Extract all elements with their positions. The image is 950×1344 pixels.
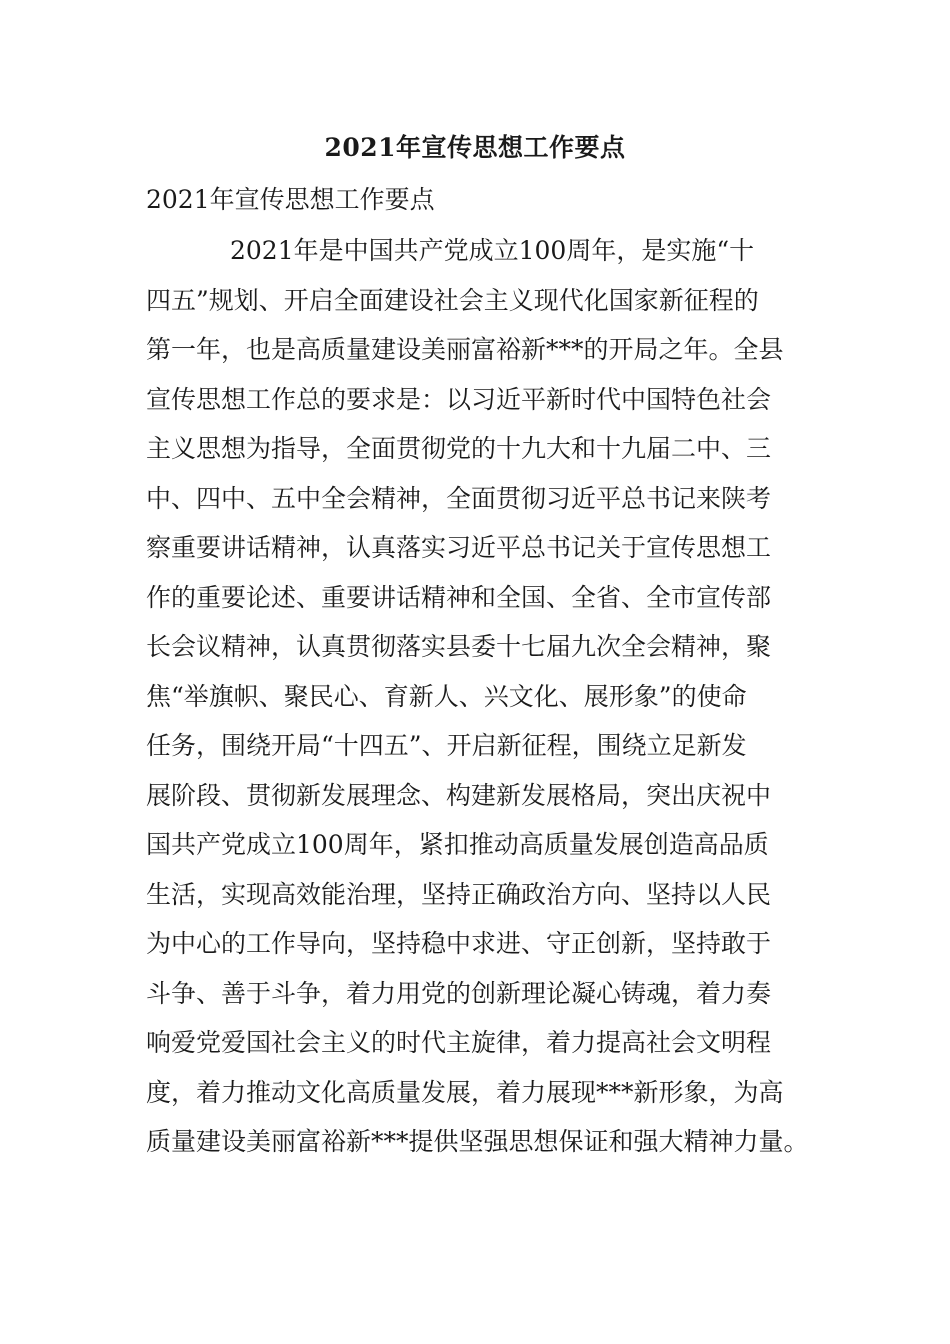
body-line: 察重要讲话精神，认真落实习近平总书记关于宣传思想工 [146, 533, 772, 562]
body-line: 2021年是中国共产党成立100周年，是实施“十 [230, 236, 755, 265]
body-line: 响爱党爱国社会主义的时代主旋律，着力提高社会文明程 [146, 1028, 772, 1057]
body-line: 任务，围绕开局“十四五”、开启新征程，围绕立足新发 [146, 731, 747, 760]
body-line: 宣传思想工作总的要求是：以习近平新时代中国特色社会 [146, 384, 772, 414]
body-line: 焦“举旗帜、聚民心、育新人、兴文化、展形象”的使命 [146, 681, 747, 711]
body-line: 质量建设美丽富裕新***提供坚强思想保证和强大精神力量。 [146, 1127, 809, 1156]
body-line: 为中心的工作导向，坚持稳中求进、守正创新，坚持敢于 [146, 929, 772, 958]
body-line: 展阶段、贯彻新发展理念、构建新发展格局，突出庆祝中 [146, 780, 772, 810]
document-subtitle: 2021年宣传思想工作要点 [146, 185, 435, 214]
body-line: 主义思想为指导，全面贯彻党的十九大和十九届二中、三 [146, 434, 772, 463]
body-line: 中、四中、五中全会精神，全面贯彻习近平总书记来陕考 [146, 483, 772, 513]
document-title: 2021年宣传思想工作要点 [324, 133, 626, 162]
body-line: 度，着力推动文化高质量发展，着力展现***新形象，为高 [146, 1077, 784, 1107]
body-line: 作的重要论述、重要讲话精神和全国、全省、全市宣传部 [146, 582, 772, 612]
body-line: 国共产党成立100周年，紧扣推动高质量发展创造高品质 [146, 830, 769, 859]
document-body [146, 226, 826, 1167]
body-line: 斗争、善于斗争，着力用党的创新理论凝心铸魂，着力奏 [146, 978, 772, 1008]
body-line: 长会议精神，认真贯彻落实县委十七届九次全会精神，聚 [146, 632, 772, 661]
body-line: 四五”规划、开启全面建设社会主义现代化国家新征程的 [146, 285, 759, 315]
body-line: 生活，实现高效能治理，坚持正确政治方向、坚持以人民 [146, 879, 772, 909]
body-line: 第一年，也是高质量建设美丽富裕新***的开局之年。全县 [146, 335, 784, 364]
